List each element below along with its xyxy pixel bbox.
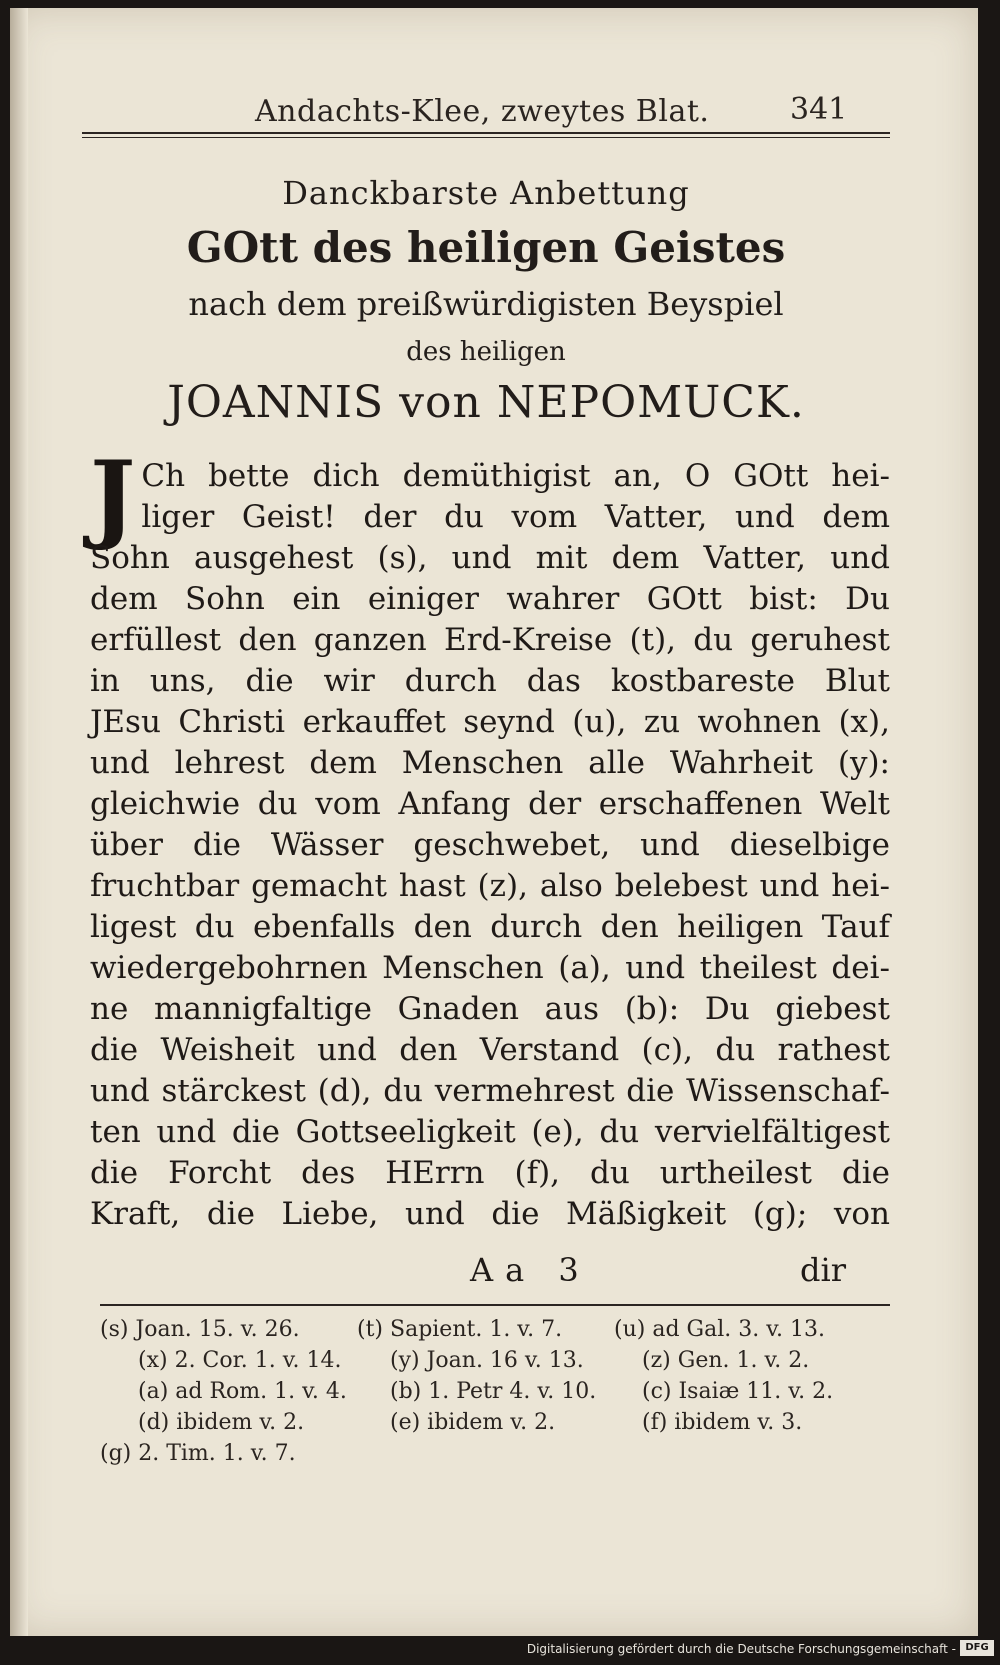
footnote-c: (c) Isaiæ 11. v. 2. — [642, 1379, 834, 1404]
text-line: fruchtbar gemacht hast (z), also belebest und hei- — [90, 868, 890, 904]
text-line: in uns, die wir durch das kostbareste Blut — [90, 663, 890, 699]
footnote-row — [100, 1314, 890, 1345]
footnote-g: (g) 2. Tim. 1. v. 7. — [100, 1441, 296, 1466]
footnote-t: (t) Sapient. 1. v. 7. — [357, 1317, 563, 1342]
footnote-z: (z) Gen. 1. v. 2. — [642, 1348, 810, 1373]
chapter-title — [82, 168, 890, 432]
title-line-3: nach dem preißwürdigisten Beyspiel — [188, 285, 784, 323]
dfg-logo: DFG — [960, 1640, 994, 1656]
text-line: ne mannigfaltige Gnaden aus (b): Du giebest — [90, 991, 890, 1027]
text-line: und lehrest dem Menschen alle Wahrheit (y): — [90, 745, 890, 781]
header-rule — [82, 132, 890, 134]
title-line-5: JOANNIS von NEPOMUCK. — [167, 377, 805, 428]
footnote-d: (d) ibidem v. 2. — [138, 1410, 305, 1435]
text-line: Ch bette dich demüthigist an, O GOtt hei- — [141, 458, 890, 494]
footnote-s: (s) Joan. 15. v. 26. — [100, 1317, 300, 1342]
text-line: wiedergebohrnen Menschen (a), und theilest dei- — [90, 950, 890, 986]
text-line: Sohn ausgehest (s), und mit dem Vatter, und — [90, 540, 890, 576]
title-line-4: des heiligen — [406, 337, 566, 367]
footnote-f: (f) ibidem v. 3. — [642, 1410, 803, 1435]
text-line: die Forcht des HErrn (f), du urtheilest die — [90, 1155, 890, 1191]
drop-cap: J — [90, 440, 136, 553]
running-head: Andachts-Klee, zweytes Blat. — [255, 94, 710, 129]
book-page — [10, 8, 978, 1636]
text-line: ligest du ebenfalls den durch den heiligen Tauf — [90, 909, 890, 945]
footnote-e: (e) ibidem v. 2. — [390, 1410, 556, 1435]
text-line: JEsu Christi erkauffet seynd (u), zu wohnen (x), — [90, 704, 890, 740]
text-line: gleichwie du vom Anfang der erschaffenen Welt — [90, 786, 890, 822]
footnote-u: (u) ad Gal. 3. v. 13. — [614, 1317, 826, 1342]
text-line: über die Wässer geschwebet, und dieselbige — [90, 827, 890, 863]
title-line-2: GOtt des heiligen Geistes — [186, 223, 786, 272]
footnote-row — [100, 1407, 890, 1438]
footnote-row — [100, 1345, 890, 1376]
footnote-row — [100, 1438, 890, 1469]
text-line: ten und die Gottseeligkeit (e), du vervielfältigest — [90, 1114, 890, 1150]
header-rule-thin — [82, 137, 890, 138]
footnote-rule — [100, 1304, 890, 1306]
footnote-y: (y) Joan. 16 v. 13. — [390, 1348, 584, 1373]
footnotes — [100, 1314, 890, 1469]
text-line: die Weisheit und den Verstand (c), du rathest — [90, 1032, 890, 1068]
title-line-1: Danckbarste Anbettung — [282, 174, 690, 212]
text-line: dem Sohn ein einiger wahrer GOtt bist: Du — [90, 581, 890, 617]
footnote-row — [100, 1376, 890, 1407]
text-line: erfüllest den ganzen Erd-Kreise (t), du geruhest — [90, 622, 890, 658]
funding-credit: Digitalisierung gefördert durch die Deutsche Forschungsgemeinschaft - — [526, 1642, 956, 1656]
text-line: Kraft, die Liebe, und die Mäßigkeit (g); von — [90, 1196, 890, 1232]
footnote-b: (b) 1. Petr 4. v. 10. — [390, 1379, 597, 1404]
page-gutter — [10, 8, 28, 1636]
prayer-text — [90, 440, 890, 1235]
footnote-x: (x) 2. Cor. 1. v. 14. — [138, 1348, 342, 1373]
text-line: liger Geist! der du vom Vatter, und dem — [141, 499, 890, 535]
page-number: 341 — [790, 92, 848, 127]
catchword: dir — [800, 1251, 847, 1289]
footnote-a: (a) ad Rom. 1. v. 4. — [138, 1379, 347, 1404]
text-line: und stärckest (d), du vermehrest die Wissenschaf- — [90, 1073, 890, 1109]
signature-mark: Aa 3 — [470, 1251, 591, 1289]
